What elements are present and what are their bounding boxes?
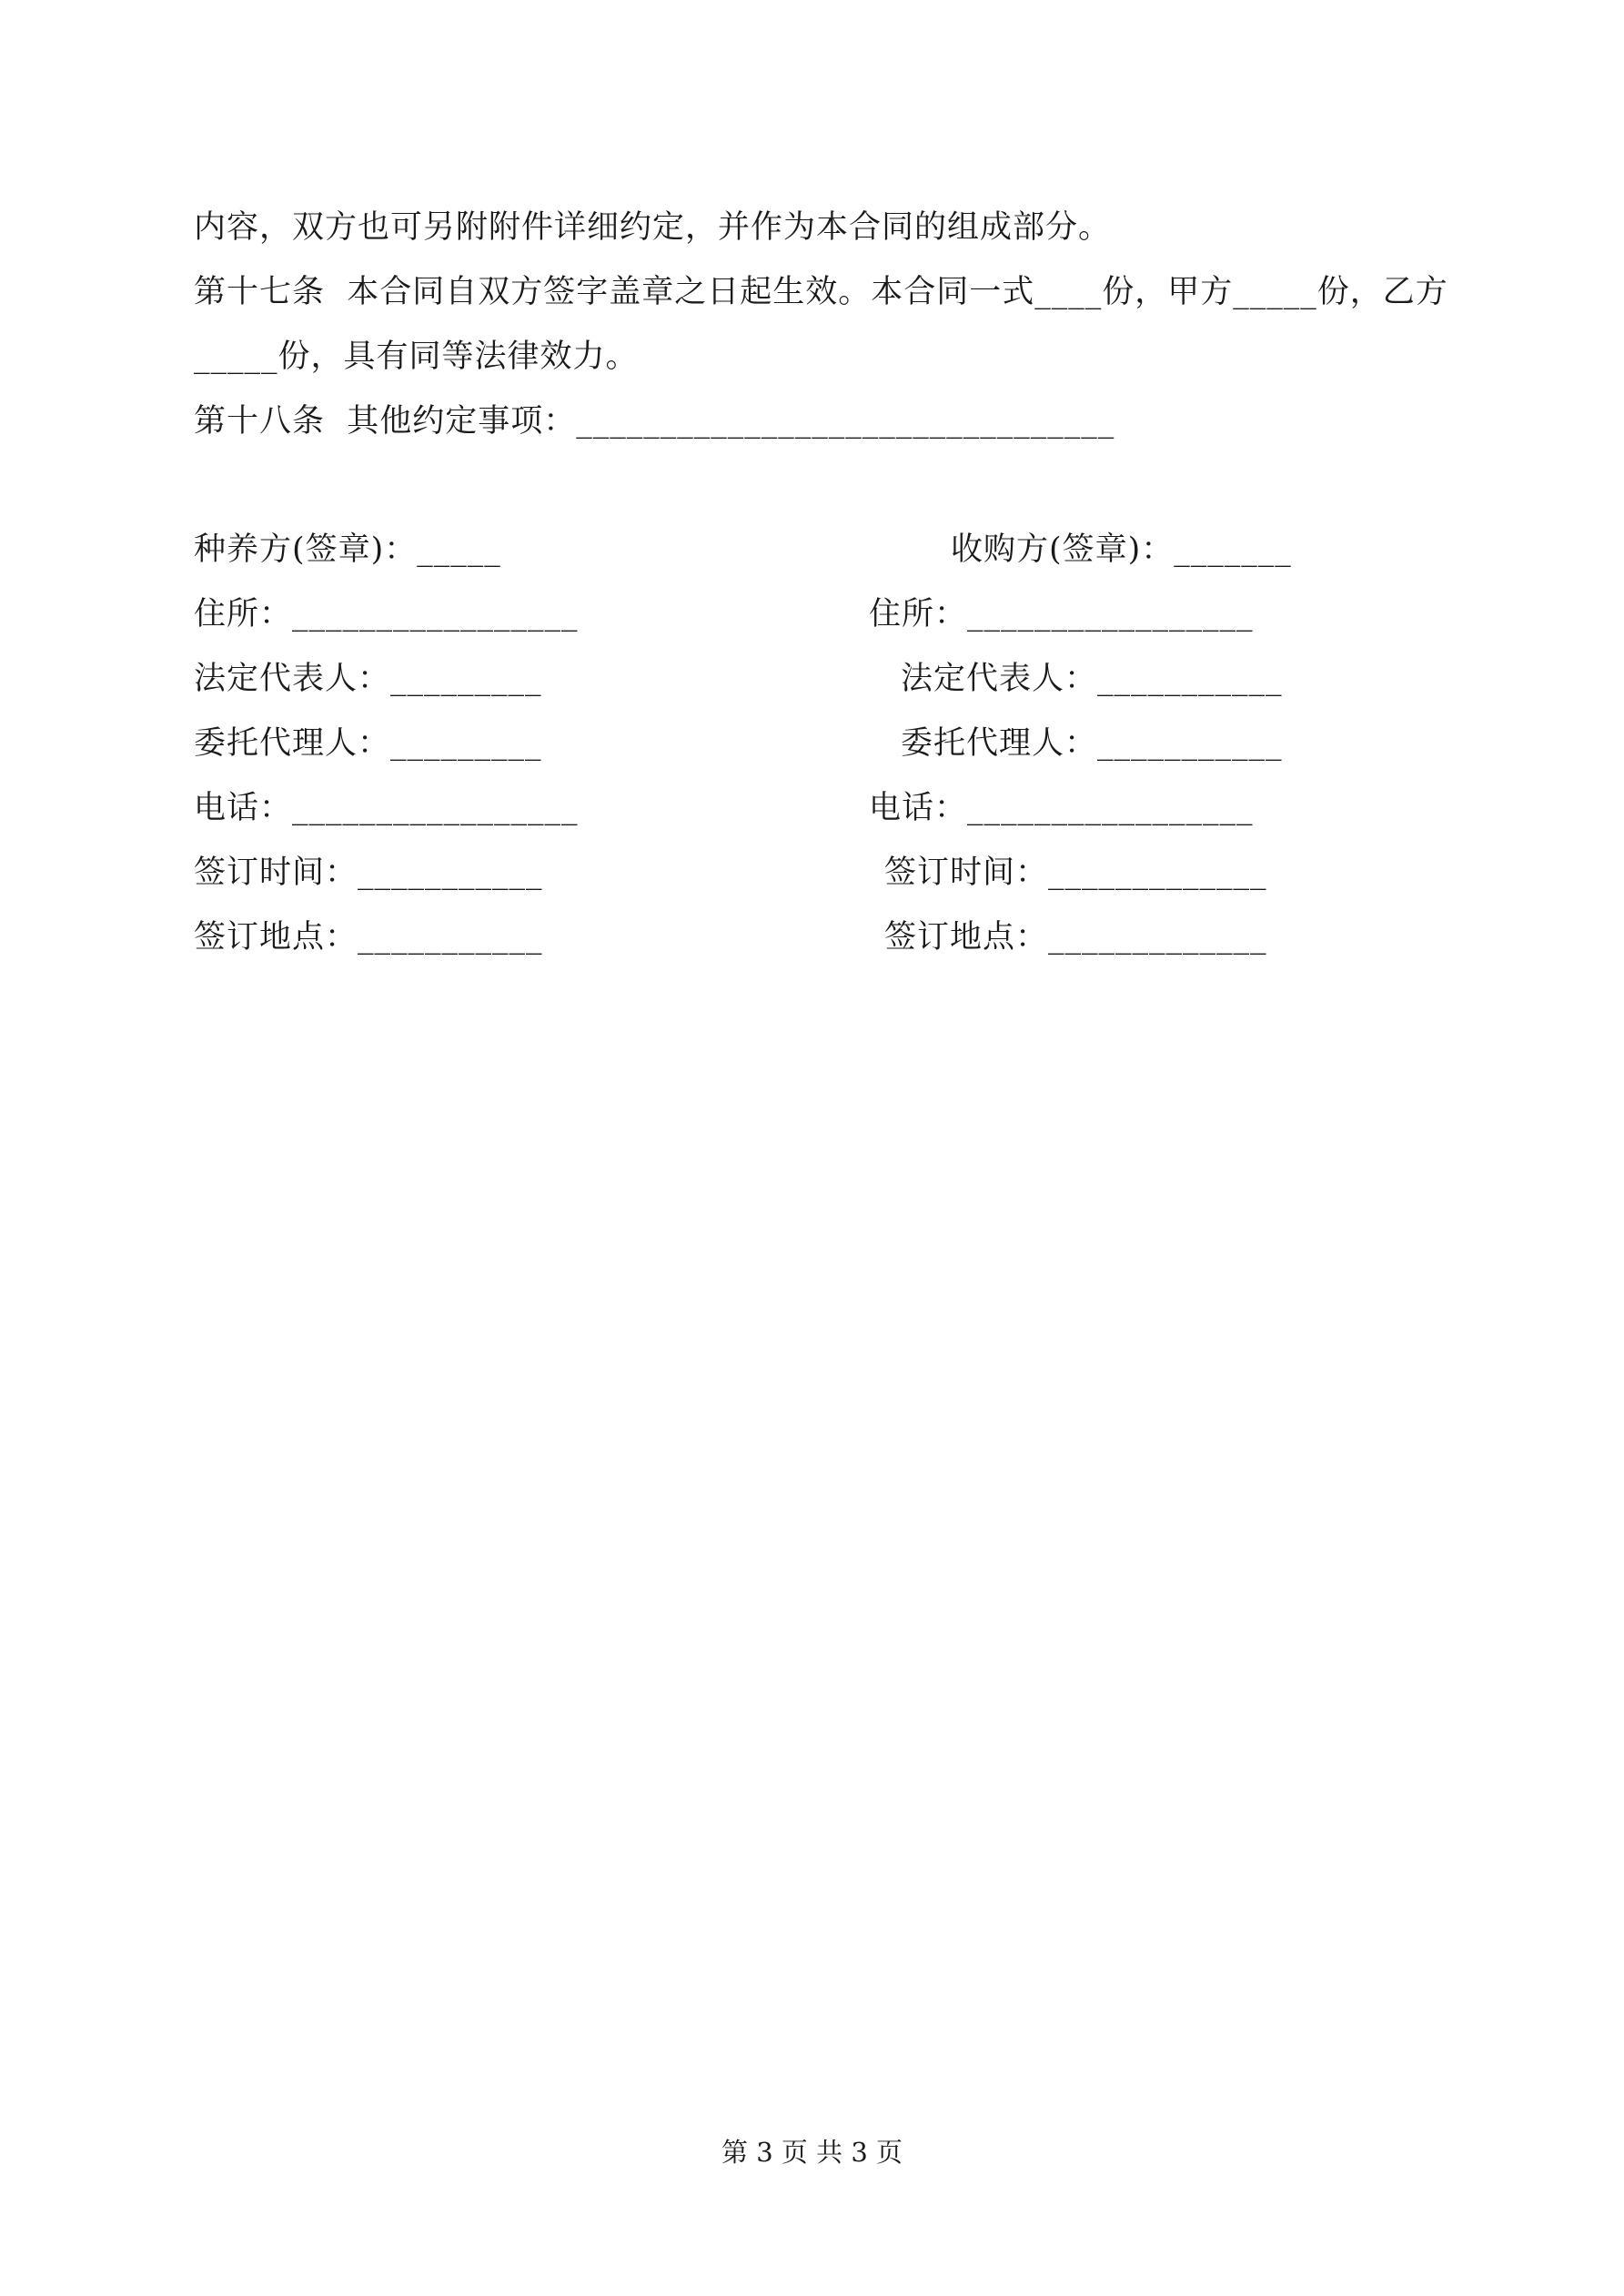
page-footer: 第 3 页 共 3 页 (721, 2137, 903, 2168)
right-legal-representative: 法定代表人：___________ (901, 661, 1283, 697)
left-address: 住所：_________________ (194, 596, 579, 632)
left-legal-representative: 法定代表人：_________ (194, 661, 542, 697)
right-authorized-agent: 委托代理人：___________ (901, 725, 1283, 762)
left-sign-place: 签订地点：___________ (194, 919, 543, 956)
contract-clause-18: 第十八条 其他约定事项：________________________________ (194, 403, 1115, 440)
right-sign-place: 签订地点：_____________ (884, 919, 1267, 956)
left-sign-party: 种养方(签章)：_____ (194, 531, 501, 568)
contract-clause-17-continued: _____份，具有同等法律效力。 (194, 339, 639, 375)
right-phone: 电话：_________________ (869, 790, 1254, 826)
contract-text-line-1: 内容，双方也可另附附件详细约定，并作为本合同的组成部分。 (194, 209, 1112, 246)
contract-clause-17: 第十七条 本合同自双方签字盖章之日起生效。本合同一式____份，甲方_____份，乙方 (194, 274, 1448, 310)
right-sign-date: 签订时间：_____________ (884, 855, 1267, 891)
left-sign-date: 签订时间：___________ (194, 855, 543, 891)
left-authorized-agent: 委托代理人：_________ (194, 725, 542, 762)
right-sign-party: 收购方(签章)：_______ (951, 531, 1292, 568)
right-address: 住所：_________________ (869, 596, 1254, 632)
left-phone: 电话：_________________ (194, 790, 579, 826)
